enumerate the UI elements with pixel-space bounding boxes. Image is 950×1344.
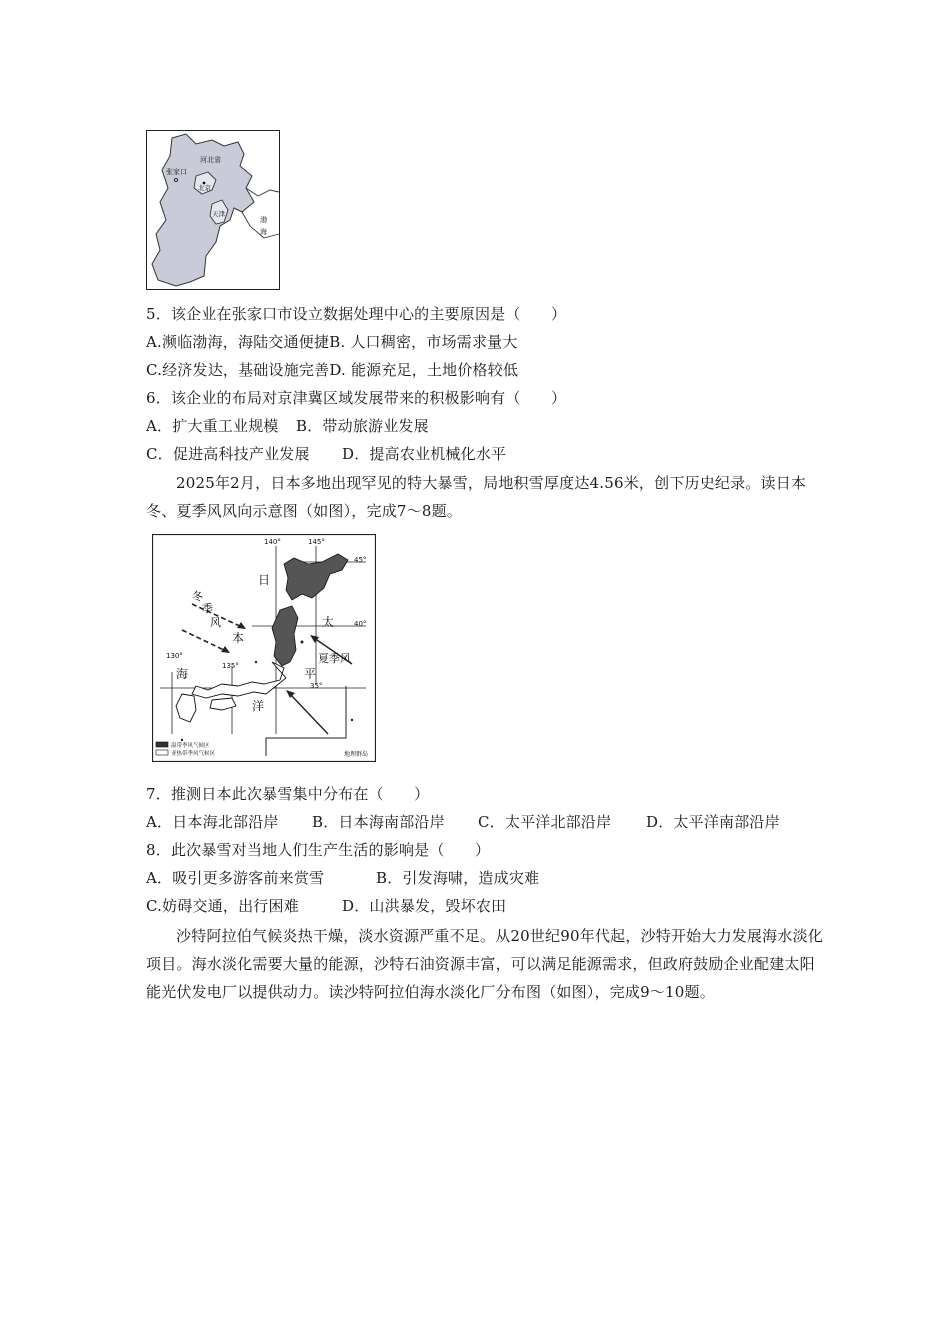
island-dot bbox=[255, 661, 257, 663]
label-lon-145: 145° bbox=[308, 538, 325, 546]
q8-stem: 8．此次暴雪对当地人们生产生活的影响是（ ） bbox=[146, 841, 491, 859]
q7-option-b: B．日本海南部沿岸 bbox=[312, 813, 445, 831]
q7-option-c: C．太平洋北部沿岸 bbox=[478, 813, 612, 831]
island-dot bbox=[181, 739, 183, 741]
label-winter-dong: 冬 bbox=[192, 590, 203, 603]
label-winter-feng: 风 bbox=[210, 616, 221, 629]
q5-option-d: D. 能源充足，土地价格较低 bbox=[329, 361, 519, 379]
japan-map-svg bbox=[152, 534, 376, 762]
q5-options-cd bbox=[146, 360, 518, 380]
q6-stem: 6．该企业的布局对京津冀区域发展带来的积极影响有（ ） bbox=[146, 389, 567, 407]
island-dot bbox=[301, 641, 304, 644]
label-bohai-1: 渤 bbox=[260, 216, 267, 224]
japan-monsoon-map bbox=[152, 534, 376, 762]
legend-swatch-subtropical bbox=[156, 750, 168, 755]
q8-options-cd bbox=[146, 896, 506, 916]
q7-stem: 7．推测日本此次暴雪集中分布在（ ） bbox=[146, 785, 430, 803]
label-winter-ji: 季 bbox=[202, 602, 213, 615]
label-zhangjiakou: 张家口 bbox=[166, 168, 187, 176]
q6-options-cd bbox=[146, 444, 506, 464]
q8-option-c: C.妨碍交通，出行困难 bbox=[146, 897, 299, 915]
label-lat-40: 40° bbox=[354, 620, 367, 628]
legend-temperate-label: 温带季风气候区 bbox=[171, 743, 210, 749]
legend-subtropical-label: 亚热带季风气候区 bbox=[171, 751, 216, 757]
jingjinji-map-svg bbox=[146, 130, 280, 290]
intro-saudi: 沙特阿拉伯气候炎热干燥，淡水资源严重不足。从20世纪90年代起，沙特开始大力发展海水淡化项目。海水淡化需要大量的能源，沙特石油资源丰富，可以满足能源需求，但政府鼓励企业配建太阳能光伏发电厂以提供动力。读沙特阿拉伯海水淡化厂分布图（如图），完成9～10题。 bbox=[146, 927, 823, 1001]
label-sea-hai: 海 bbox=[176, 667, 189, 681]
q8-option-a: A．吸引更多游客前来赏雪 bbox=[146, 869, 325, 887]
q5-stem: 5．该企业在张家口市设立数据处理中心的主要原因是（ ） bbox=[146, 305, 567, 323]
q5-options-ab bbox=[146, 332, 518, 352]
q8-options-ab bbox=[146, 868, 539, 888]
label-sea-ben: 本 bbox=[232, 631, 245, 645]
q6-option-b: B．带动旅游业发展 bbox=[296, 417, 429, 435]
q7-options bbox=[146, 812, 780, 832]
watermark-label: 地理群岛 bbox=[344, 751, 369, 758]
label-lat-35: 35° bbox=[310, 682, 323, 690]
q8-option-d: D．山洪暴发，毁坏农田 bbox=[342, 897, 507, 915]
label-lat-45: 45° bbox=[354, 556, 367, 564]
q5-option-b: B. 人口稠密，市场需求量大 bbox=[329, 333, 518, 351]
label-beijing: 北京 bbox=[198, 184, 211, 192]
label-sea-ri: 日 bbox=[258, 573, 271, 587]
q8-option-b: B．引发海啸，造成灾难 bbox=[376, 869, 540, 887]
intro-japan: 2025年2月，日本多地出现罕见的特大暴雪，局地积雪厚度达4.56米，创下历史纪录。读日本冬、夏季风风向示意图（如图），完成7～8题。 bbox=[146, 474, 807, 520]
label-ocean-yang: 洋 bbox=[252, 699, 265, 713]
q7-option-a: A．日本海北部沿岸 bbox=[146, 813, 279, 831]
island-dot bbox=[351, 719, 353, 721]
q6-option-a: A．扩大重工业规模 bbox=[146, 417, 279, 435]
label-bohai-2: 海 bbox=[260, 228, 267, 236]
label-hebei: 河北省 bbox=[200, 156, 221, 164]
q6-option-c: C．促进高科技产业发展 bbox=[146, 445, 310, 463]
label-ocean-tai: 太 bbox=[322, 615, 335, 629]
label-lon-140: 140° bbox=[264, 538, 281, 546]
q5-option-c: C.经济发达，基础设施完善 bbox=[146, 361, 330, 379]
label-ocean-ping: 平 bbox=[304, 667, 317, 681]
label-summer-monsoon: 夏季风 bbox=[318, 652, 351, 665]
q5-option-a: A.濒临渤海，海陆交通便捷 bbox=[146, 333, 330, 351]
label-lon-135: 135° bbox=[222, 662, 239, 670]
jingjinji-map bbox=[146, 130, 280, 290]
legend-swatch-temperate bbox=[156, 742, 168, 747]
q6-options-ab bbox=[146, 416, 429, 436]
q6-option-d: D．提高农业机械化水平 bbox=[342, 445, 507, 463]
q7-option-d: D．太平洋南部沿岸 bbox=[646, 813, 780, 831]
label-lon-130: 130° bbox=[166, 652, 183, 660]
label-tianjin: 天津 bbox=[212, 210, 225, 218]
